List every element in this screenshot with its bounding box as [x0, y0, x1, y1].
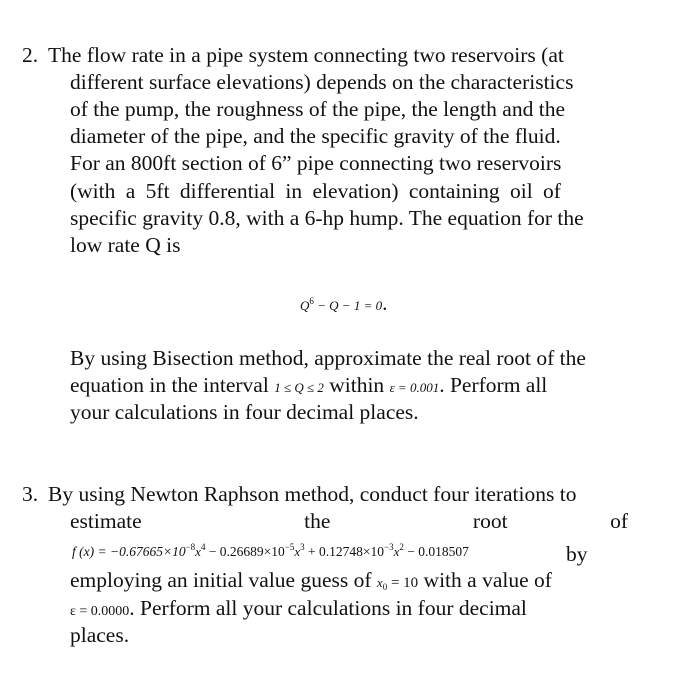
text: of [610, 509, 628, 533]
text: x [195, 544, 201, 559]
interval-math: 1 ≤ Q ≤ 2 [274, 380, 324, 395]
text: − 0.018507 [403, 544, 469, 559]
text: The flow rate in a pipe system connecting two reservoirs (at [48, 43, 564, 67]
problem-3-number: 3. [22, 482, 39, 506]
x0-subscript: 0 [382, 582, 388, 592]
problem-3-line-2 [70, 508, 628, 534]
problem-3-line-1: By using Newton Raphson method, conduct four iterations to [48, 482, 577, 506]
equation-q6 [300, 290, 387, 319]
problem-2-line-4: diameter of the pipe, and the specific gravity of the fluid. [70, 124, 561, 148]
problem-3-line-4 [70, 567, 552, 596]
fx-lhs: f (x) = −0.67665×10 [72, 544, 186, 559]
sup: 3 [300, 542, 305, 552]
text: equation in the interval [70, 373, 275, 397]
epsilon-math: ε = 0.001 [389, 380, 440, 395]
epsilon-zero: ε = 0.0000 [70, 604, 130, 619]
sup: −5 [284, 542, 295, 552]
problem-2-line-7: specific gravity 0.8, with a 6-hp hump. The equation for the [70, 206, 584, 230]
problem-2-line-3: of the pump, the roughness of the pipe, the length and the [70, 97, 565, 121]
problem-2-para2-line-1: By using Bisection method, approximate the real root of the [70, 346, 586, 370]
problem-2-line-6: (with a 5ft differential in elevation) containing oil of [70, 179, 561, 203]
text: . Perform all [439, 373, 548, 397]
text: the [304, 509, 331, 533]
problem-2-number: 2. [22, 43, 39, 67]
eq-exponent: 6 [309, 296, 314, 306]
text: with a value of [418, 568, 552, 592]
sup: 2 [399, 542, 404, 552]
text: within [323, 373, 390, 397]
problem-2-line-5: For an 800ft section of 6” pipe connecting two reservoirs [70, 151, 562, 175]
text: estimate [70, 509, 142, 533]
text: x [393, 544, 400, 559]
text: employing an initial value guess of [70, 568, 377, 592]
eq-rest: − Q − 1 = 0 [313, 298, 383, 313]
eq-dot: . [382, 291, 388, 315]
text: root [472, 509, 508, 533]
problem-3-line-6: places. [70, 623, 130, 647]
text: . Perform all your calculations in four decimal [129, 596, 527, 620]
text: x [294, 544, 301, 559]
problem-2-line-2: different surface elevations) depends on the characteristics [70, 70, 574, 94]
sup: −8 [185, 542, 196, 552]
by-word: by [566, 542, 588, 566]
text: − 0.26689×10 [205, 544, 285, 559]
sup: 4 [200, 542, 206, 552]
eq-q: Q [300, 298, 310, 313]
sup: −3 [384, 542, 394, 552]
x0-value: = 10 [387, 575, 419, 591]
text: + 0.12748×10 [304, 544, 385, 559]
function-expression [72, 536, 469, 565]
problem-2-para2-line-3: your calculations in four decimal places. [70, 400, 419, 424]
problem-2-line-1 [48, 42, 632, 68]
x0-symbol: x [376, 575, 383, 590]
problem-3-line-5 [70, 595, 527, 625]
problem-2-line-8: low rate Q is [70, 233, 181, 257]
problem-2-para2-line-2 [70, 372, 547, 401]
